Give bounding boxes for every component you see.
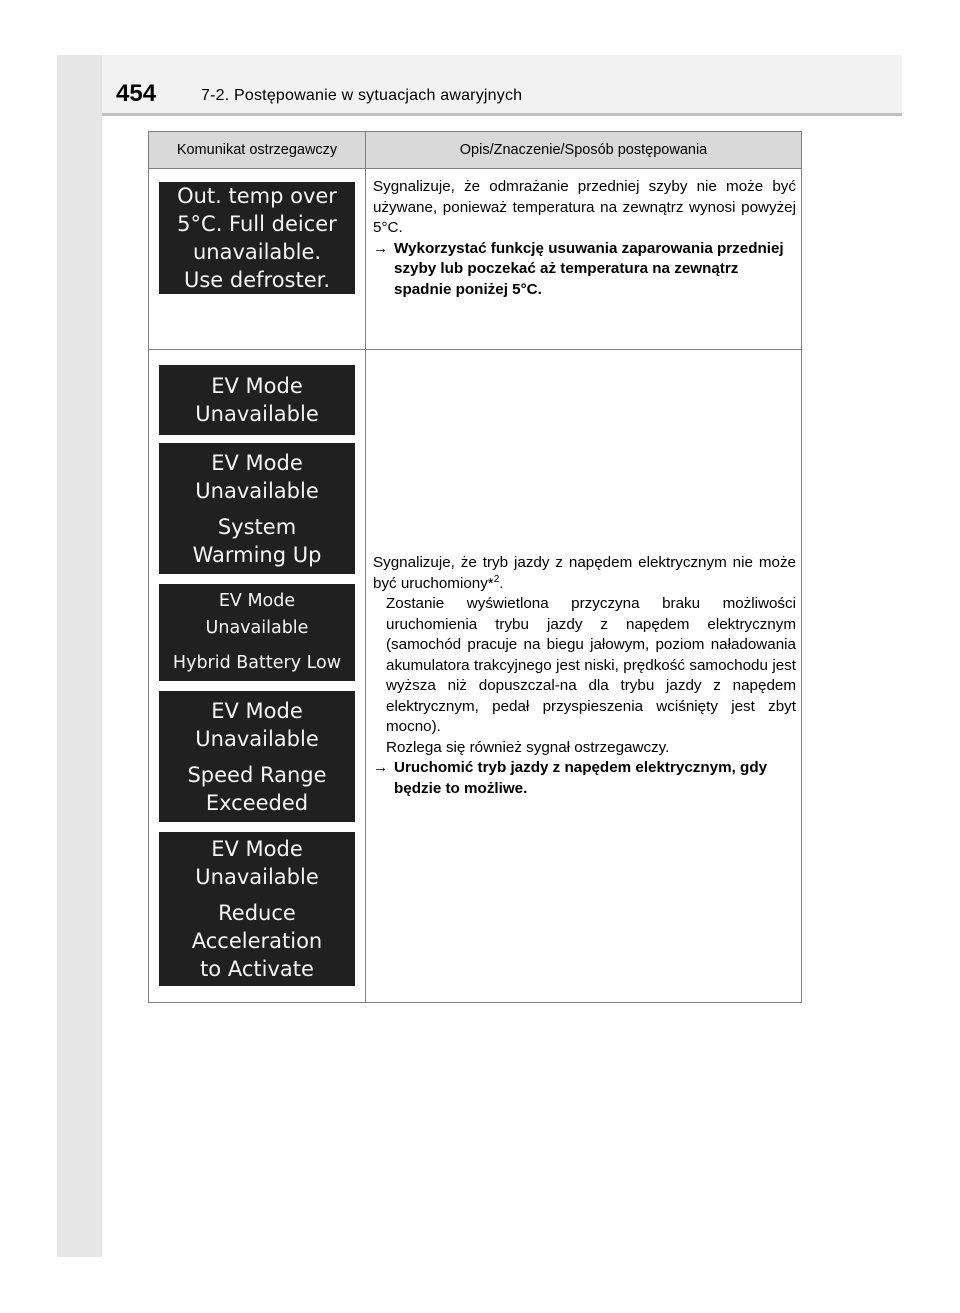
footnote-mark: 2 [493,573,500,585]
description-text: Sygnalizuje, że odmrażanie przedniej szyby nie może być używane, ponieważ temperatura na zewnątrz wynosi powyżej 5°C. [373,178,796,236]
header-divider [102,113,902,116]
page-header [102,55,902,115]
detail-text-buzzer: Rozlega się również sygnał ostrzegawczy. [386,738,670,756]
display-message-system-warming-up: EV Mode Unavailable System Warming Up [159,443,355,574]
section-title: 7-2. Postępowanie w sytuacjach awaryjnych [201,87,523,104]
table-row [149,169,802,350]
description-cell [366,350,802,1003]
arrow-right-icon: → [373,759,389,776]
display-message-hybrid-battery-low: EV Mode Unavailable Hybrid Battery Low [159,584,355,681]
left-margin-strip [57,55,102,1257]
action-instruction: → Wykorzystać funkcję usuwania zaparowania przedniej szyby lub poczekać aż temperatura na zewnątrz spadnie poniżej 5°C. [373,239,784,298]
message-image-cell [149,169,366,350]
table-header-row [149,132,802,169]
table-row [149,350,802,1003]
action-instruction: → Uruchomić tryb jazdy z napędem elektrycznym, gdy będzie to możliwe. [373,759,768,797]
display-message-deicer-unavailable: Out. temp over 5°C. Full deicer unavailable. Use defroster. [159,182,355,294]
column-header-description: Opis/Znaczenie/Sposób postępowania [366,132,802,169]
display-message-reduce-acceleration: EV Mode Unavailable Reduce Acceleration to Activate [159,832,355,986]
warning-message-table [148,131,802,1003]
page-number: 454 [116,80,157,107]
column-header-message: Komunikat ostrzegawczy [149,132,366,169]
display-message-speed-range-exceeded: EV Mode Unavailable Speed Range Exceeded [159,691,355,822]
detail-text: Zostanie wyświetlona przyczyna braku możliwości uruchomienia trybu jazdy z napędem elektrycznym (samochód pracuje na biegu jałowym, poziom naładowania akumulatora trakcyjnego jest niski, prędkość samochodu jest wyższa niż dopuszczal-na dla trybu jazdy z napędem elektrycznym, pedał przyspieszenia wciśnięty jest zbyt mocno). [386,595,796,735]
description-text: Sygnalizuje, że tryb jazdy z napędem elektrycznym nie może być uruchomiony*$^2$. [373,554,796,592]
arrow-right-icon: → [373,239,389,257]
description-cell [366,169,802,350]
message-image-cell [149,350,366,1003]
display-message-ev-mode-unavailable: EV Mode Unavailable [159,365,355,435]
